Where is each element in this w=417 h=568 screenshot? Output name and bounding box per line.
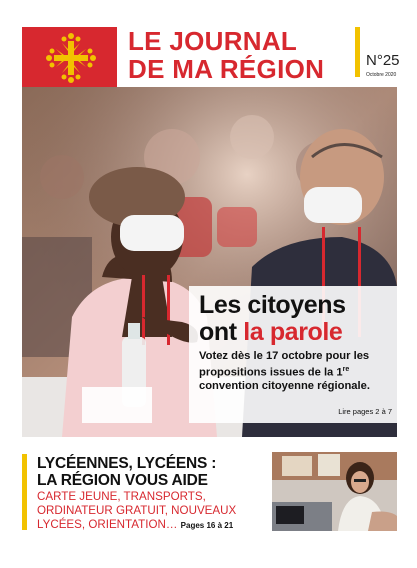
masthead-accent-bar (355, 27, 360, 77)
masthead-title-line1: LE JOURNAL (128, 26, 298, 56)
headline-line2-part1: ont (199, 318, 244, 346)
issue-number: N°25 (366, 52, 400, 69)
teaser-subtitle (37, 490, 265, 533)
headline-line2 (199, 318, 342, 346)
cover-story-pages: Lire pages 2 à 7 (338, 407, 392, 416)
headline-intro-text-a: Votez dès le 17 octobre pour les propositions issues de la 1 (199, 350, 370, 379)
teaser-photo (272, 452, 397, 531)
masthead-title-line2: DE MA RÉGION (128, 54, 325, 84)
headline-line2-part2: la parole (243, 318, 343, 346)
headline-intro (199, 350, 395, 393)
teaser-pages: Pages 16 à 21 (180, 521, 234, 530)
teaser-subtitle-text: CARTE JEUNE, TRANSPORTS, ORDINATEUR GRATUIT, NOUVEAUX LYCÉES, ORIENTATION… (37, 490, 237, 531)
headline-intro-text-b: convention citoyenne régionale. (199, 379, 370, 392)
headline-intro-sup: re (342, 366, 350, 373)
teaser-title-line2: LA RÉGION VOUS AIDE (37, 472, 208, 489)
teaser-photo-illustration (272, 452, 397, 531)
headline-line1: Les citoyens (199, 291, 346, 319)
teaser-title-line1: LYCÉENNES, LYCÉENS : (37, 455, 217, 472)
occitan-cross-icon (44, 31, 98, 85)
issue-date: Octobre 2020 (366, 72, 397, 78)
teaser-accent-bar (22, 454, 27, 530)
